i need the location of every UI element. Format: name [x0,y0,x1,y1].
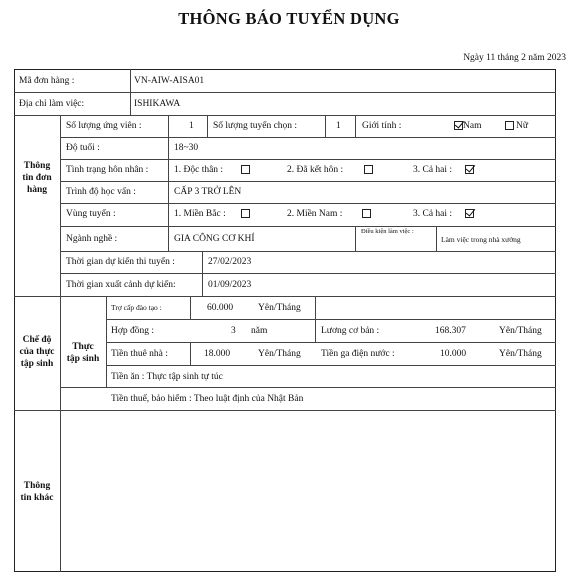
marital-label: Tình trạng hôn nhân : [66,165,149,175]
row-divider [14,296,556,297]
utilities-value: 10.000 [440,349,467,359]
marital-option-single: 1. Độc thân : [174,165,224,175]
row-divider [14,115,556,116]
order-code-label: Mã đơn hàng : [19,76,75,86]
age-label: Độ tuổi : [66,143,100,153]
region-option-both: 3. Cả hai : [413,209,453,219]
gender-male-label: Nam [463,121,482,131]
other-info-section-label: Thông tin khác [20,481,54,503]
gender-male-checkbox[interactable] [454,121,463,130]
region-option-south: 2. Miền Nam : [287,209,343,219]
col-divider [436,226,437,251]
contract-label: Hợp đồng : [111,326,155,336]
marital-option-married: 2. Đã kết hôn : [287,165,344,175]
food-cost-text: Tiền ăn : Thực tập sinh tự túc [111,372,223,382]
order-info-section-label: Thông tin đơn hàng [22,161,52,195]
base-salary-unit: Yên/Tháng [499,326,542,336]
region-both-checkbox[interactable] [465,209,474,218]
work-condition-label: Điều kiện làm việc : [361,228,414,235]
education-label: Trình độ học vấn : [66,187,136,197]
row-divider [60,181,556,182]
work-condition-value: Làm việc trong nhà xưởng [441,235,521,244]
gender-label: Giới tính : [362,121,402,131]
rent-unit: Yên/Tháng [258,349,301,359]
work-location-label: Địa chỉ làm việc: [19,99,85,109]
training-allowance-value: 60.000 [207,303,234,313]
education-value: CẤP 3 TRỞ LÊN [174,187,242,197]
job-value: GIA CÔNG CƠ KHÍ [174,234,255,244]
col-divider [168,159,169,181]
marital-option-both: 3. Cả hai : [413,165,453,175]
work-location-value: ISHIKAWA [134,99,181,109]
order-code-value: VN-AIW-AISA01 [134,76,205,86]
col-divider [168,181,169,203]
region-north-checkbox[interactable] [241,209,250,218]
tax-insurance-text: Tiền thuế, bảo hiểm : Theo luật định của Nhật Bản [111,394,304,404]
departure-date-value: 01/09/2023 [208,280,252,290]
selected-label: Số lượng tuyển chọn : [213,121,298,131]
col-divider [325,115,326,137]
utilities-label: Tiền ga điện nước : [321,349,395,359]
rent-value: 18.000 [204,349,231,359]
gender-female-checkbox[interactable] [505,121,514,130]
trainee-subsection-label: Thực tập sinh [66,342,100,364]
col-divider [168,115,169,137]
row-divider [60,251,556,252]
col-divider [355,226,356,251]
candidates-value: 1 [189,121,194,131]
col-divider [168,226,169,251]
gender-female-label: Nữ [516,121,529,131]
region-label: Vùng tuyển : [66,209,116,219]
exam-date-value: 27/02/2023 [208,257,252,267]
selected-value: 1 [336,121,341,131]
row-divider [60,137,556,138]
marital-single-checkbox[interactable] [241,165,250,174]
region-south-checkbox[interactable] [362,209,371,218]
base-salary-label: Lương cơ bản : [321,326,380,336]
row-divider [106,365,556,366]
row-divider [106,319,556,320]
contract-value: 3 [231,326,236,336]
row-divider [60,387,556,388]
col-divider [168,137,169,159]
row-divider [60,159,556,160]
col-divider [202,251,203,296]
training-allowance-label: Trợ cấp đào tạo : [111,303,162,312]
row-divider [14,92,556,93]
col-divider [190,342,191,365]
row-divider [14,410,556,411]
base-salary-value: 168.307 [435,326,466,336]
row-divider [60,273,556,274]
issue-date: Ngày 11 tháng 2 năm 2023 [463,53,566,63]
rent-label: Tiền thuê nhà : [111,349,168,359]
job-label: Ngành nghề : [66,234,118,244]
row-divider [106,342,556,343]
region-option-north: 1. Miền Bắc : [174,209,226,219]
col-divider [355,115,356,137]
exam-date-label: Thời gian dự kiến thi tuyển : [66,257,175,267]
utilities-unit: Yên/Tháng [499,349,542,359]
departure-date-label: Thời gian xuất cảnh dự kiến: [66,280,176,290]
contract-unit: năm [251,326,268,336]
marital-both-checkbox[interactable] [465,165,474,174]
marital-married-checkbox[interactable] [364,165,373,174]
col-divider [207,115,208,137]
row-divider [60,203,556,204]
training-allowance-unit: Yên/Tháng [258,303,301,313]
candidates-label: Số lượng ứng viên : [66,121,142,131]
row-divider [60,226,556,227]
col-divider [168,203,169,226]
col-divider [190,296,191,319]
col-divider [106,296,107,387]
col-divider [315,296,316,342]
age-value: 18~30 [174,143,199,153]
page-title: THÔNG BÁO TUYỂN DỤNG [178,9,400,28]
col-divider [130,69,131,115]
benefits-section-label: Chế độ của thực tập sinh [19,335,55,369]
